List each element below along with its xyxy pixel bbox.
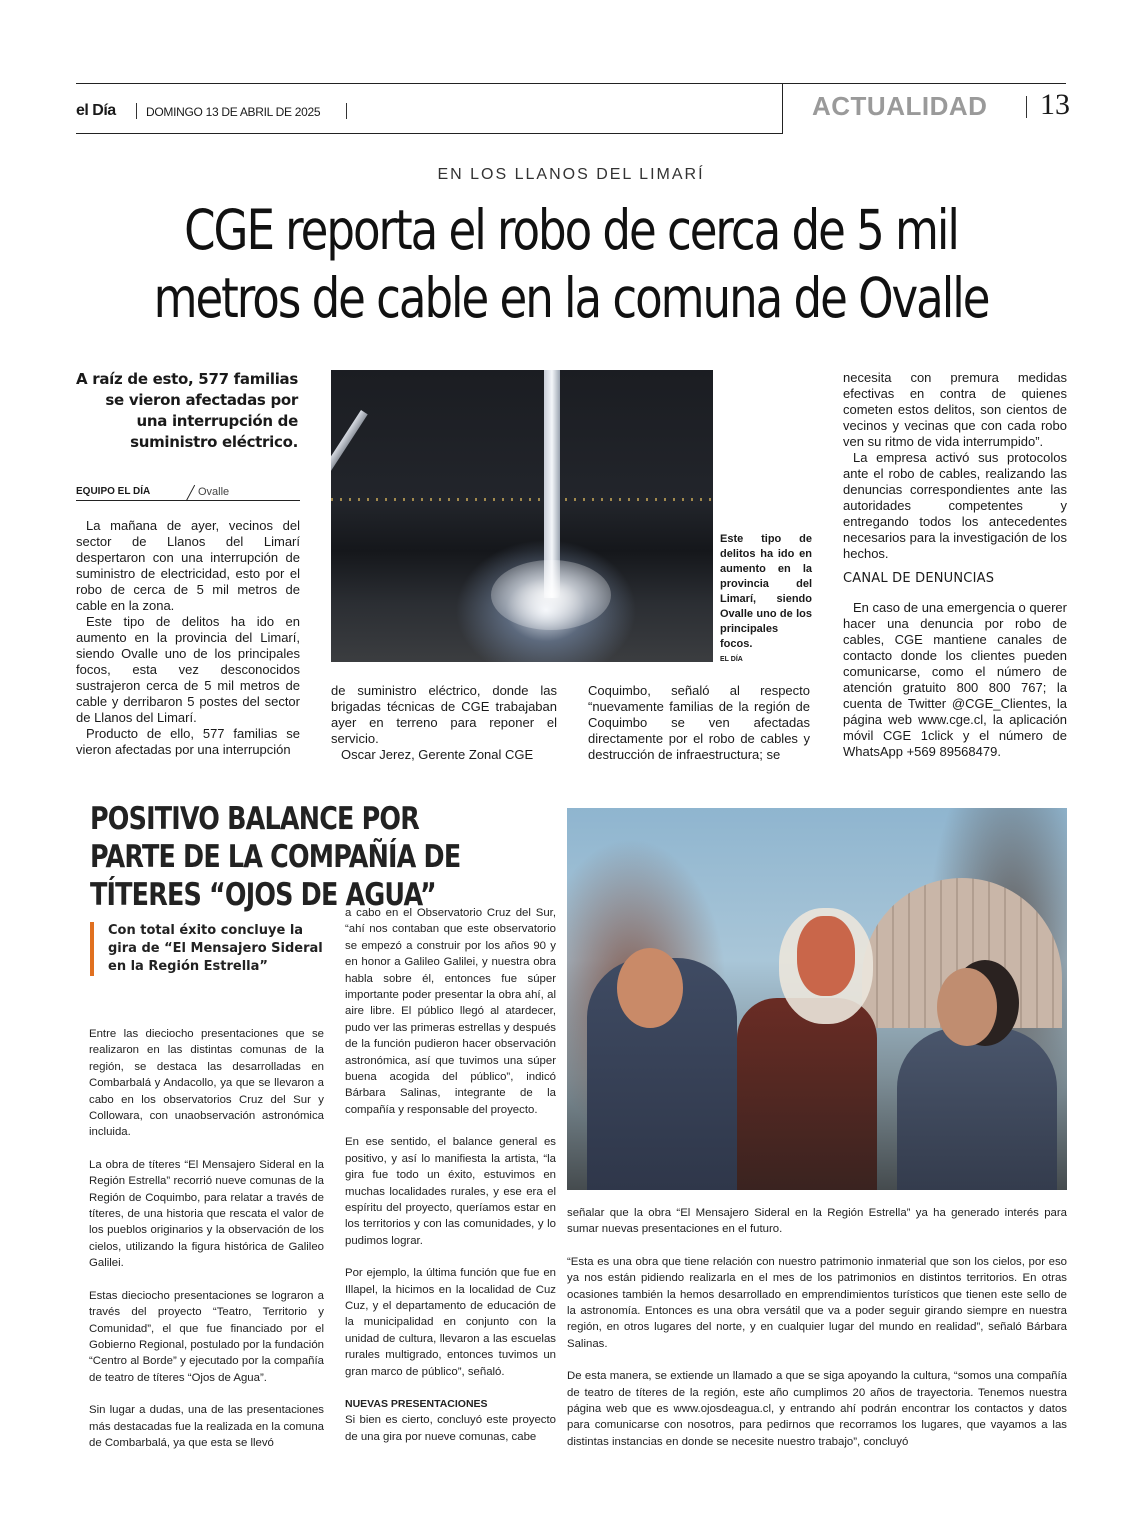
- paragraph: La empresa activó sus protocolos ante el robo de cables, realizando las denuncias correspondientes ante las autoridades competentes y entregando todos los antecedentes necesarios para la investigación de los hechos.: [843, 450, 1067, 561]
- paragraph: En caso de una emergencia o querer hacer una denuncia por robo de cables, CGE mantiene canales de contacto donde los clientes pueden comunicarse, como el número de atención gratuito 800 800 767; la cuenta de Twitter @CGE_Clientes, la página web www.cge.cl, la aplicación móvil CGE 1click y el número de WhatsApp +569 89568479.: [843, 600, 1067, 759]
- paragraph: a cabo en el Observatorio Cruz del Sur, “ahí nos contaban que este observatorio se empezó a construir por los años 90 y en honor a Galileo Galilei, y nuestra obra habla sobre él, entonces fue súper importante poder presentar la obra ahí, al aire libre. El público llegó al atardecer, pudo ver las primeras estrellas y después de la función pudieron hacer observación astronómica, así que tuvimos una súper buena acogida del público”, indicó Bárbara Salinas, integrante de la compañía y responsable del proyecto.: [345, 907, 556, 1116]
- byline-rule: [76, 500, 300, 501]
- story1-column-4b: [843, 600, 1067, 760]
- photo-light-glow: [491, 560, 611, 630]
- paragraph: La obra de títeres “El Mensajero Sideral en la Región Estrella” recorrió nueve comunas de la Región de Coquimbo, para relatar a través de títeres, de una historia que rescata el valor de los pueblos originarios y la observación de los cielos, utilizando la figura histórica de Galileo Galilei.: [89, 1158, 324, 1270]
- paragraph: Oscar Jerez, Gerente Zonal CGE: [341, 747, 534, 762]
- story2-pull-quote: Con total éxito concluye la gira de “El Mensajero Sideral en la Región Estrella”: [90, 922, 326, 976]
- story2-column-3: [567, 1205, 1067, 1450]
- photo-caption: Este tipo de delitos ha ido en aumento en la provincia del Limarí, siendo Ovalle uno de los principales focos.: [720, 533, 812, 650]
- paragraph: “Esta es una obra que tiene relación con nuestro patrimonio inmaterial que son los cielos, por eso ya nos están pidiendo realizarla en el mes de los patrimonios en distintos territorios. En otras ocasiones también la hemos desarrollado en emprendimientos turísticos que tienen este sello de la astronomía. Entonces es una obra versátil que va a poder seguir girando siempre en nuestra región, en otros lugares del norte, y en cualquier lugar del mundo en realidad”, señaló Bárbara Salinas.: [567, 1255, 1067, 1350]
- paragraph: Este tipo de delitos ha ido en aumento en la provincia del Limarí, siendo Ovalle uno de los principales focos, esta vez desconocidos sustrajeron cerca de 5 mil metros de cable y derribaron 5 postes del sector de Llanos del Limarí.: [76, 614, 300, 725]
- photo-galileo-puppet: [737, 998, 877, 1190]
- paragraph: Coquimbo, señaló al respecto “nuevamente familias de la región de Coquimbo se ven afectadas directamente por el robo de cables y destrucción de infraestructura; se: [588, 683, 810, 762]
- paragraph: Si bien es cierto, concluyó este proyecto de una gira por nueve comunas, cabe: [345, 1414, 556, 1443]
- story1-column-2: [331, 683, 557, 763]
- story2-column-2: [345, 905, 556, 1445]
- photo-credit: EL DÍA: [720, 656, 743, 663]
- header-separator: [1026, 96, 1027, 118]
- paragraph: De esta manera, se extiende un llamado a que se siga apoyando la cultura, “somos una compañía de teatro de títeres de la región, este año cumplimos 20 años de trayectoria. Tenemos nuestra página web que es www.ojosdeagua.cl, y entrando ahí podrán encontrar los contactos y datos para comunicarse con nosotros, para pedirnos que recorramos los lugares, que vayamos a las distintas instancias en donde se necesite nuestro trabajo”, concluyó: [567, 1370, 1067, 1448]
- cable-theft-photo: [331, 370, 713, 662]
- photo-horizon-lights: [331, 498, 713, 501]
- photo-woman-head: [937, 968, 997, 1046]
- photo-puppeteer-woman: [897, 1028, 1057, 1190]
- header-separator: [346, 103, 347, 119]
- paragraph: Sin lugar a dudas, una de las presentaciones más destacadas fue la realizada en la comuna de Combarbalá, ya que esta se llevó: [89, 1404, 324, 1449]
- header-rule-top: [76, 83, 1066, 84]
- byline-divider: [186, 485, 195, 501]
- story-lead: A raíz de esto, 577 familias se vieron afectadas por una interrupción de suministro eléctrico.: [76, 370, 298, 451]
- page-number: 13: [1040, 88, 1070, 121]
- paragraph: La mañana de ayer, vecinos del sector de Llanos del Limarí despertaron con una interrupción de suministro de electricidad, esto por el robo de cerca de 5 mil metros de cable en la zona.: [76, 518, 300, 613]
- story1-column-3: [588, 683, 810, 763]
- paragraph: Por ejemplo, la última función que fue en Illapel, la hicimos en la localidad de Cuz Cuz, y el departamento de educación de la municipalidad en conjunto con la unidad de cultura, llevaron a las escuelas rurales multigrado, entonces tuvimos un gran marco de público”, señaló.: [345, 1267, 556, 1378]
- byline-author: EQUIPO EL DÍA: [76, 486, 151, 497]
- story-kicker: EN LOS LLANOS DEL LIMARÍ: [437, 166, 705, 183]
- photo-man-head: [617, 948, 683, 1028]
- story1-column-4: [843, 370, 1067, 562]
- subhead-denuncias: CANAL DE DENUNCIAS: [843, 571, 995, 586]
- paragraph: necesita con premura medidas efectivas en contra de quienes cometen estos delitos, son cientos de vecinos y vecinas que con cada robo ven su ritmo de vida interrumpido”.: [843, 370, 1067, 449]
- header-rule-bottom: [76, 133, 782, 134]
- paragraph: Entre las dieciocho presentaciones que se realizaron en las distintas comunas de la región, se destaca las desarrolladas en Combarbalá y Andacollo, ya que se llevaron a cabo en los observatorios Cruz del Sur y Collowara, con unaobservación astronómica incluida.: [89, 1028, 324, 1139]
- photo-pole-brace: [331, 410, 368, 607]
- header-separator: [136, 103, 137, 119]
- paragraph: señalar que la obra “El Mensajero Sideral en la Región Estrella” ya ha generado interés para sumar nuevas presentaciones en el futuro.: [567, 1207, 1067, 1236]
- paragraph: En ese sentido, el balance general es positivo, y así lo manifiesta la artista, “la gira fue todo un éxito, estuvimos en muchas localidades rurales, y ese era el espíritu del proyecto, queríamos estar en los territorios y con las comunidades, y lo pudimos lograr.: [345, 1136, 556, 1247]
- paragraph: de suministro eléctrico, donde las brigadas técnicas de CGE trabajaban ayer en terreno para reponer el servicio.: [331, 683, 557, 746]
- paragraph: Producto de ello, 577 familias se vieron afectadas por una interrupción: [76, 726, 300, 757]
- publication-date: DOMINGO 13 DE ABRIL DE 2025: [146, 105, 321, 119]
- byline-place: Ovalle: [198, 486, 230, 498]
- masthead-logo: el Día: [76, 102, 116, 119]
- story2-headline: POSITIVO BALANCE POR PARTE DE LA COMPAÑÍA DE TÍTERES “OJOS DE AGUA”: [90, 801, 461, 913]
- story2-column-1: [89, 1026, 324, 1451]
- paragraph: Estas dieciocho presentaciones se lograron a través del proyecto “Teatro, Territorio y Comunidad”, el que fue financiado por el Gobierno Regional, postulado por la fundación “Centro al Borde” y ejecutado por la compañía de teatro de títeres “Ojos de Agua”.: [89, 1289, 324, 1384]
- photo-puppet-head: [797, 916, 855, 996]
- subhead-nuevas-presentaciones: NUEVAS PRESENTACIONES: [345, 1397, 488, 1410]
- section-label: ACTUALIDAD: [812, 91, 988, 121]
- puppet-company-photo: [567, 808, 1067, 1190]
- story-headline: CGE reporta el robo de cerca de 5 mil metros de cable en la comuna de Ovalle: [153, 198, 989, 330]
- header-divider: [782, 83, 783, 134]
- story1-column-1: [76, 518, 300, 758]
